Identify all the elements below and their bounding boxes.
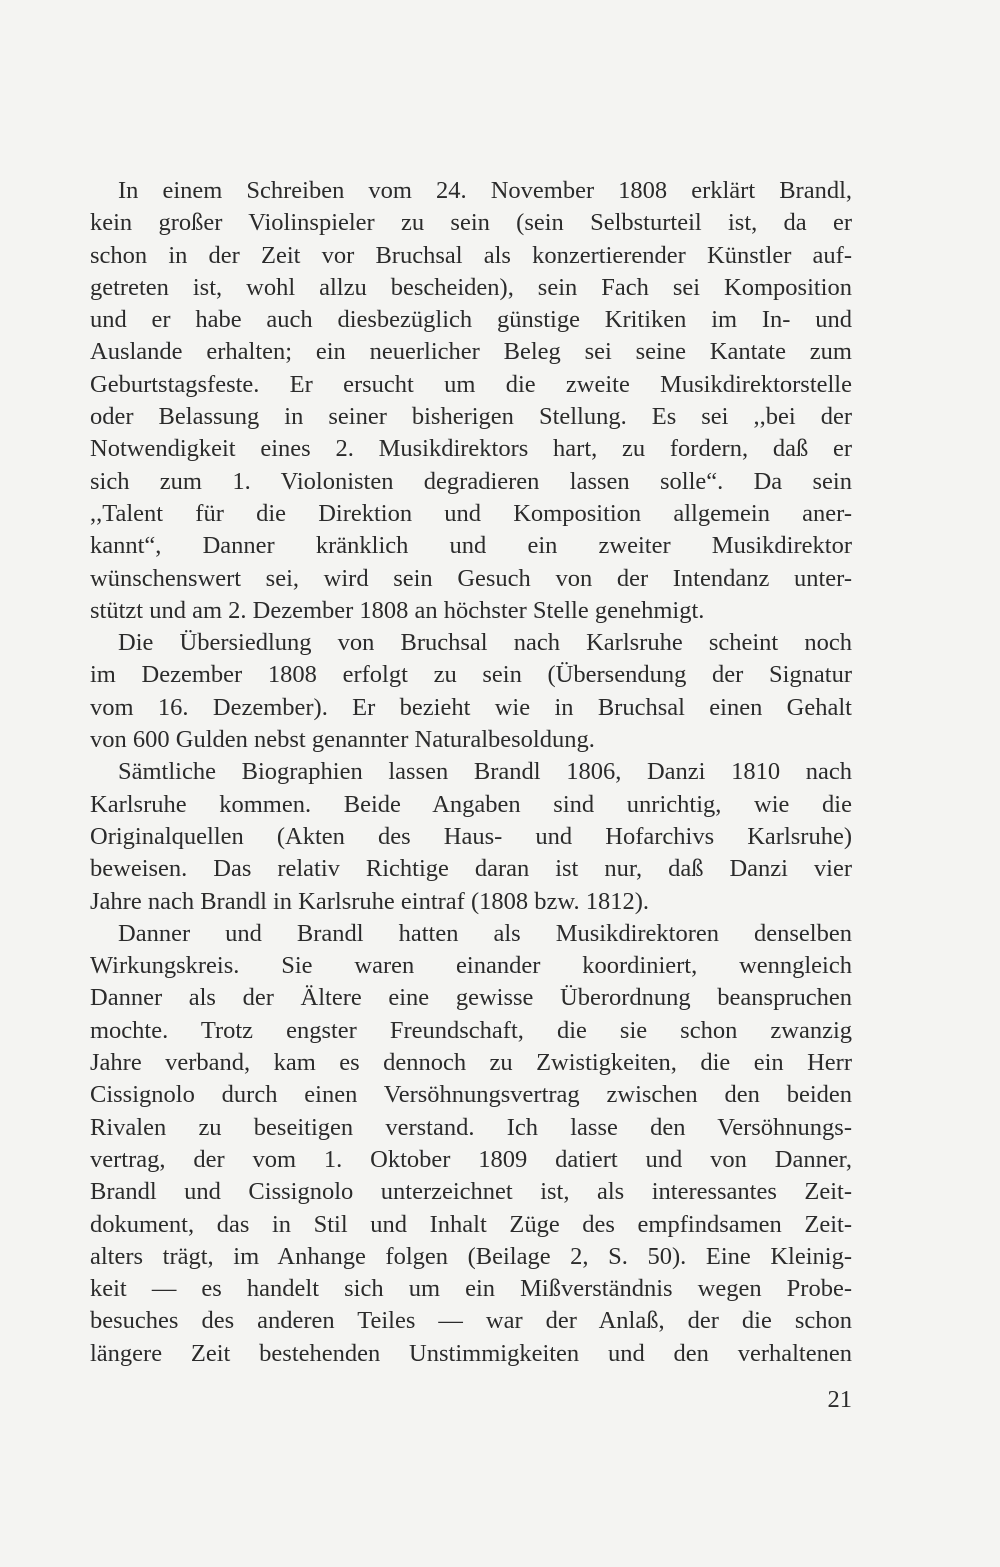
page-number: 21 <box>827 1386 852 1413</box>
text-line: mochte. Trotz engster Freundschaft, die sie schon zwanzig <box>90 1016 852 1044</box>
text-line: In einem Schreiben vom 24. November 1808 erklärt Brandl, <box>118 177 852 204</box>
text-line: Wirkungskreis. Sie waren einander koordiniert, wenngleich <box>90 952 852 980</box>
text-line: besuches des anderen Teiles — war der Anlaß, der die schon <box>90 1307 852 1335</box>
text-line: sich zum 1. Violonisten degradieren lassen solle“. Da sein <box>90 467 852 495</box>
text-line: oder Belassung in seiner bisherigen Stellung. Es sei ,,bei der <box>90 403 852 431</box>
text-line: wünschenswert sei, wird sein Gesuch von der Intendanz unter- <box>90 564 852 592</box>
text-line: schon in der Zeit vor Bruchsal als konzertierender Künstler auf- <box>90 241 852 269</box>
text-line: Die Übersiedlung von Bruchsal nach Karlsruhe scheint noch <box>118 629 852 657</box>
text-line: dokument, das in Stil und Inhalt Züge des empfindsamen Zeit- <box>90 1210 852 1238</box>
text-line: längere Zeit bestehenden Unstimmigkeiten und den verhaltenen <box>90 1339 852 1367</box>
text-line: keit — es handelt sich um ein Mißverständnis wegen Probe- <box>90 1275 852 1303</box>
text-line: beweisen. Das relativ Richtige daran ist nur, daß Danzi vier <box>90 855 852 883</box>
text-line: und er habe auch diesbezüglich günstige Kritiken im In- und <box>90 306 852 334</box>
text-line: Danner und Brandl hatten als Musikdirektoren denselben <box>118 919 852 947</box>
text-line: Danner als der Ältere eine gewisse Überordnung beanspruchen <box>90 984 852 1012</box>
text-line: Notwendigkeit eines 2. Musikdirektors hart, zu fordern, daß er <box>90 435 852 463</box>
text-line: Jahre verband, kam es dennoch zu Zwistigkeiten, die ein Herr <box>90 1049 852 1077</box>
text-line: von 600 Gulden nebst genannter Naturalbesoldung. <box>90 726 595 754</box>
text-line: alters trägt, im Anhange folgen (Beilage 2, S. 50). Eine Kleinig- <box>90 1242 852 1270</box>
text-line: Geburtstagsfeste. Er ersucht um die zweite Musikdirektorstelle <box>90 370 852 398</box>
text-line: Brandl und Cissignolo unterzeichnet ist, als interessantes Zeit- <box>90 1178 852 1206</box>
text-line: Sämtliche Biographien lassen Brandl 1806, Danzi 1810 nach <box>118 758 852 786</box>
text-line: Originalquellen (Akten des Haus- und Hofarchivs Karlsruhe) <box>90 822 852 850</box>
text-line: Cissignolo durch einen Versöhnungsvertrag zwischen den beiden <box>90 1081 852 1109</box>
text-line: vertrag, der vom 1. Oktober 1809 datiert und von Danner, <box>90 1145 852 1173</box>
text-line: Auslande erhalten; ein neuerlicher Beleg sei seine Kantate zum <box>90 338 852 366</box>
text-line: vom 16. Dezember). Er bezieht wie in Bruchsal einen Gehalt <box>90 693 852 721</box>
text-line: getreten ist, wohl allzu bescheiden), sein Fach sei Komposition <box>90 273 852 301</box>
text-line: kannt“, Danner kränklich und ein zweiter Musikdirektor <box>90 532 852 560</box>
text-line: Karlsruhe kommen. Beide Angaben sind unrichtig, wie die <box>90 790 852 818</box>
text-line: Rivalen zu beseitigen verstand. Ich lasse den Versöhnungs- <box>90 1113 852 1141</box>
text-line: ,,Talent für die Direktion und Komposition allgemein aner- <box>90 499 852 527</box>
text-line: stützt und am 2. Dezember 1808 an höchster Stelle genehmigt. <box>90 596 705 624</box>
text-line: Jahre nach Brandl in Karlsruhe eintraf (1808 bzw. 1812). <box>90 887 650 915</box>
text-line: im Dezember 1808 erfolgt zu sein (Übersendung der Signatur <box>90 661 852 689</box>
body-text <box>90 175 852 1370</box>
text-line: kein großer Violinspieler zu sein (sein Selbsturteil ist, da er <box>90 209 852 237</box>
